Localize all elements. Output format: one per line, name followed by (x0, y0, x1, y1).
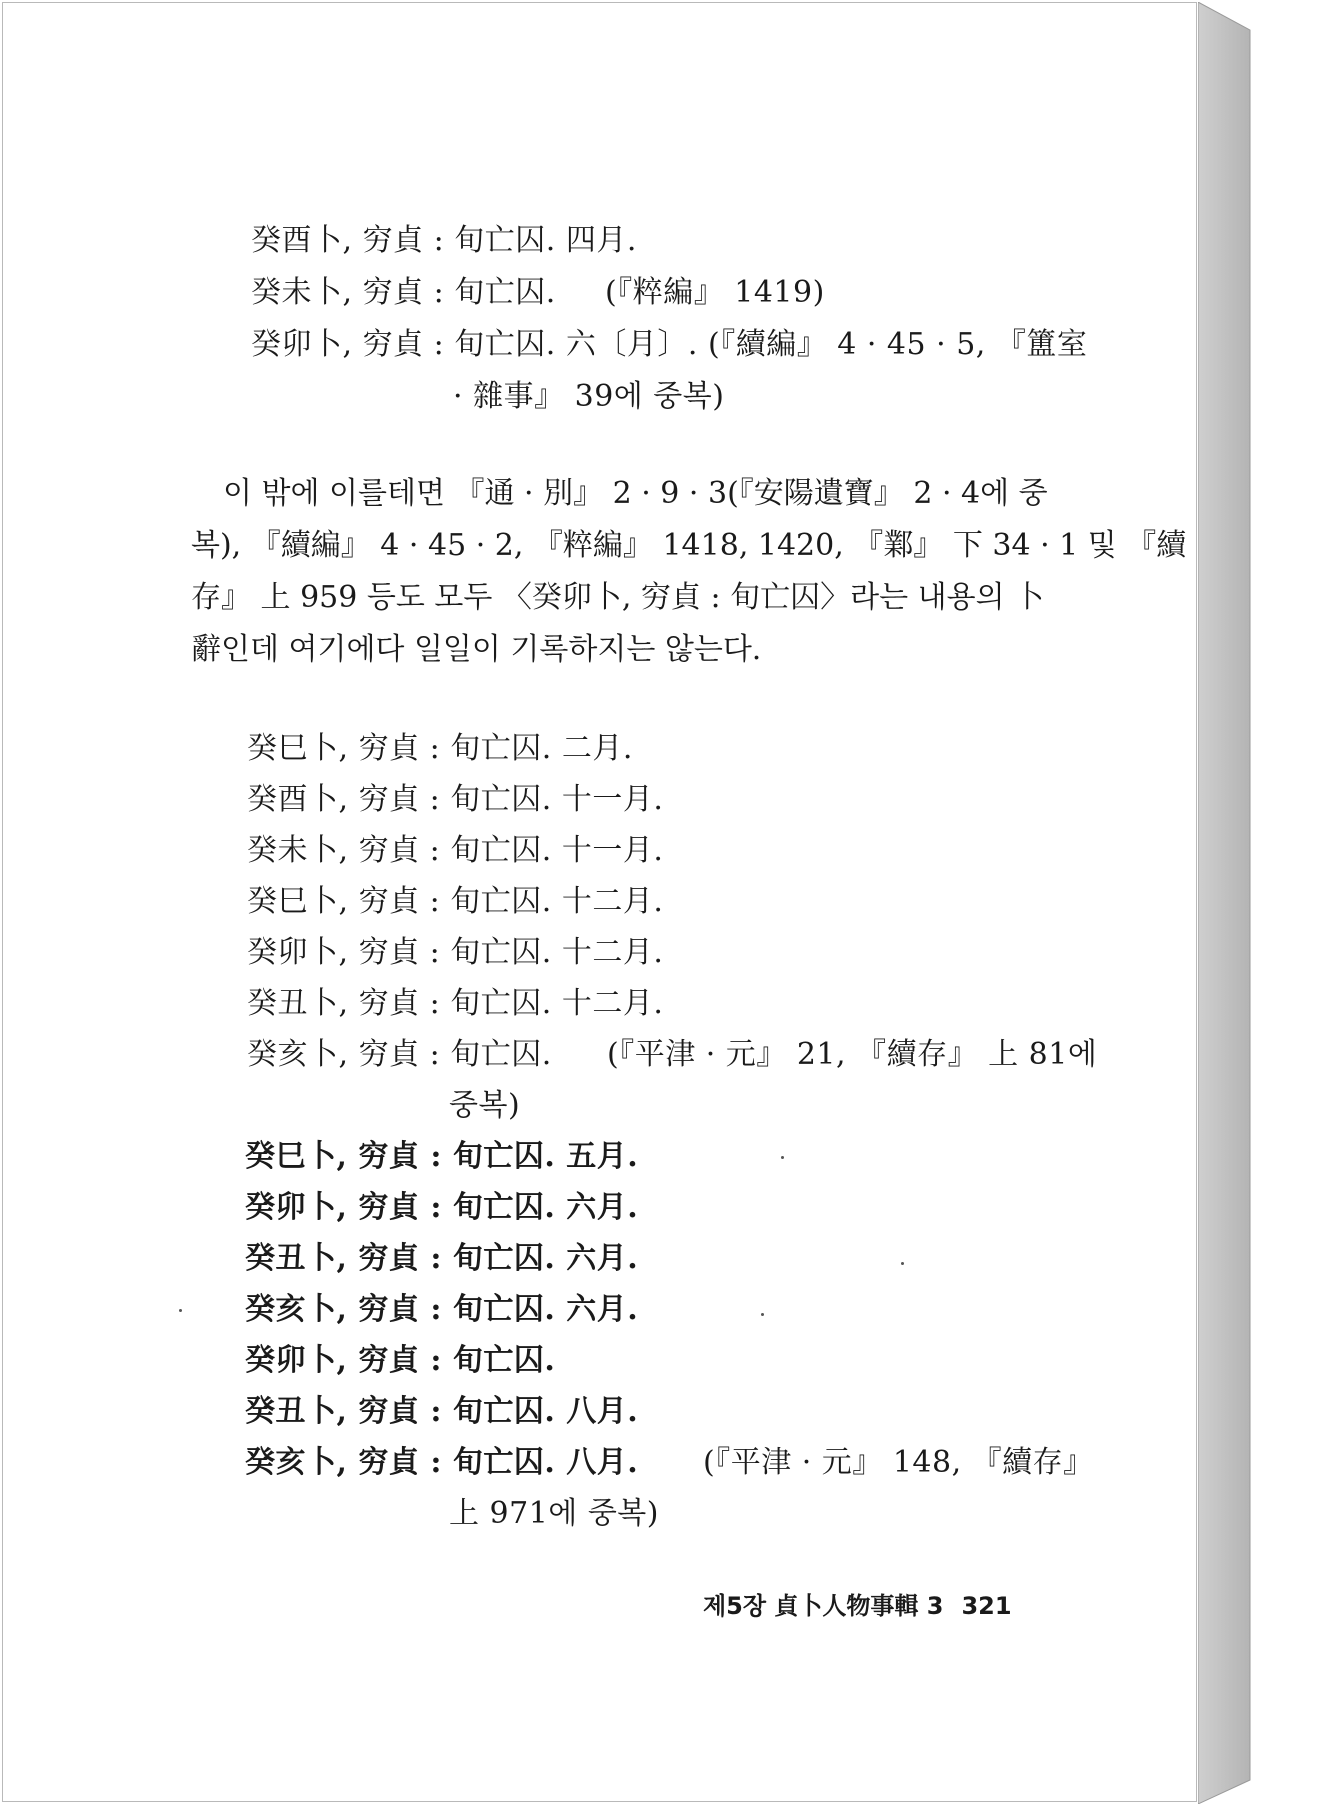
print-speck (781, 1156, 784, 1159)
body-paragraph (191, 468, 1187, 676)
oracle-citation-continued: · 雜事』 39에 중복) (453, 379, 725, 414)
oracle-line: 癸亥卜, 穷貞 : 旬亡囚. 六月. (245, 1292, 639, 1327)
paragraph-line: 辭인데 여기에다 일일이 기록하지는 않는다. (191, 632, 762, 667)
oracle-line: 癸酉卜, 穷貞 : 旬亡囚. 四月. (251, 223, 637, 258)
print-speck (761, 1313, 764, 1316)
oracle-citation: (『續編』 4 · 45 · 5, 『簠室 (708, 327, 1088, 362)
oracle-line: 癸未卜, 穷貞 : 旬亡囚. 十一月. (247, 833, 664, 868)
paragraph-line: 이 밖에 이를테면 『通 · 別』 2 · 9 · 3(『安陽遺寶』 2 · 4에 중 (223, 476, 1048, 511)
oracle-line: 癸未卜, 穷貞 : 旬亡囚. (251, 275, 556, 310)
oracle-line: 癸丑卜, 穷貞 : 旬亡囚. 十二月. (247, 986, 664, 1021)
oracle-line: 癸卯卜, 穷貞 : 旬亡囚. 六月. (245, 1190, 639, 1225)
paragraph-line: 복), 『續編』 4 · 45 · 2, 『粹編』 1418, 1420, 『鄴』 下 34 · 1 및 『續 (191, 528, 1187, 563)
oracle-citation-continued: 上 971에 중복) (449, 1496, 659, 1531)
oracle-citation-continued: 중복) (449, 1088, 521, 1123)
oracle-line: 癸丑卜, 穷貞 : 旬亡囚. 六月. (245, 1241, 639, 1276)
page-footer (703, 1586, 1012, 1621)
oracle-line: 癸丑卜, 穷貞 : 旬亡囚. 八月. (245, 1394, 639, 1429)
oracle-line: 癸卯卜, 穷貞 : 旬亡囚. (245, 1343, 556, 1378)
print-speck (179, 1309, 182, 1312)
print-speck (901, 1262, 904, 1265)
book-edge (1198, 2, 1254, 1804)
page-number: 321 (961, 1592, 1012, 1620)
oracle-line: 癸卯卜, 穷貞 : 旬亡囚. 六〔月〕. (251, 327, 698, 362)
oracle-line: 癸巳卜, 穷貞 : 旬亡囚. 十二月. (247, 884, 664, 919)
book-page (2, 2, 1197, 1802)
oracle-line: 癸巳卜, 穷貞 : 旬亡囚. 二月. (247, 731, 633, 766)
oracle-line: 癸酉卜, 穷貞 : 旬亡囚. 十一月. (247, 782, 664, 817)
oracle-citation: (『平津 · 元』 148, 『續存』 (703, 1445, 1094, 1480)
running-head: 제5장 貞卜人物事輯 3 (703, 1592, 944, 1620)
oracle-line: 癸卯卜, 穷貞 : 旬亡囚. 十二月. (247, 935, 664, 970)
oracle-citation: (『粹編』 1419) (605, 275, 825, 310)
oracle-line: 癸亥卜, 穷貞 : 旬亡囚. (247, 1037, 552, 1072)
oracle-line: 癸巳卜, 穷貞 : 旬亡囚. 五月. (245, 1139, 639, 1174)
oracle-line: 癸亥卜, 穷貞 : 旬亡囚. 八月. (245, 1445, 639, 1480)
oracle-citation: (『平津 · 元』 21, 『續存』 上 81에 (607, 1037, 1098, 1072)
paragraph-line: 存』 上 959 등도 모두 〈癸卯卜, 穷貞 : 旬亡囚〉라는 내용의 卜 (191, 580, 1045, 615)
